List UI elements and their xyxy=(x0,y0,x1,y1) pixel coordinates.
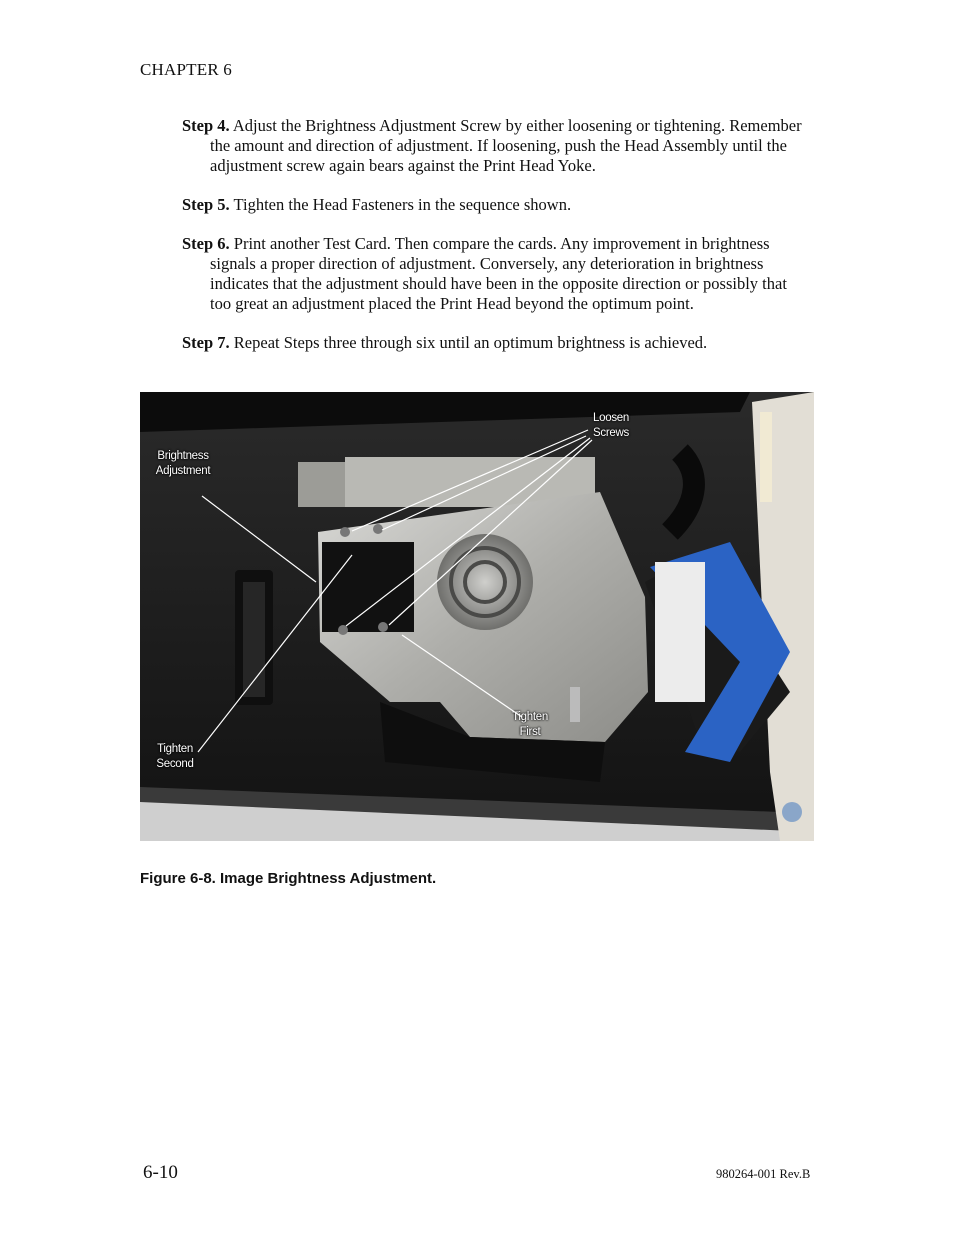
step-label: Step 6. xyxy=(182,234,230,253)
callout-line: Second xyxy=(156,758,194,770)
figure-print-head-photo xyxy=(140,392,814,841)
leader-line xyxy=(202,496,316,582)
leader-line xyxy=(346,438,590,626)
figure-caption: Figure 6-8. Image Brightness Adjustment. xyxy=(140,870,437,887)
step-6 xyxy=(182,234,812,314)
callout-leader-lines xyxy=(140,392,814,841)
step-text: Print another Test Card. Then compare the cards. Any improvement in brightness signals a proper direction of adjustment. Conversely, any deterioration in brightness indicates that the adjustment should have been in the opposite direction or possibly that too great an adjustment placed the Print Head beyond the optimum point. xyxy=(210,234,787,313)
leader-line xyxy=(352,430,588,531)
leader-line xyxy=(382,436,586,530)
step-label: Step 7. xyxy=(182,333,230,352)
callout-line: Tighten xyxy=(512,711,548,723)
step-text: Repeat Steps three through six until an optimum brightness is achieved. xyxy=(233,333,708,352)
callout-line: Loosen xyxy=(593,412,629,424)
leader-line xyxy=(402,635,522,717)
callout-line: Brightness xyxy=(157,450,209,462)
steps-list xyxy=(182,116,812,372)
step-text: Tighten the Head Fasteners in the sequence shown. xyxy=(233,195,572,214)
step-7 xyxy=(182,333,812,353)
page-number: 6-10 xyxy=(143,1162,178,1183)
document-id: 980264-001 Rev.B xyxy=(716,1167,811,1181)
step-label: Step 5. xyxy=(182,195,230,214)
chapter-header: CHAPTER 6 xyxy=(140,60,233,79)
callout-line: First xyxy=(519,726,541,738)
step-text: Adjust the Brightness Adjustment Screw by either loosening or tightening. Remember the amount and direction of adjustment. If loosening, push the Head Assembly until the adjustment screw again bears against the Print Head Yoke. xyxy=(210,116,802,175)
callout-line: Adjustment xyxy=(155,465,211,477)
leader-line xyxy=(389,440,592,625)
step-5 xyxy=(182,195,812,215)
callout-line: Tighten xyxy=(157,743,193,755)
step-4 xyxy=(182,116,812,176)
step-label: Step 4. xyxy=(182,116,230,135)
callout-line: Screws xyxy=(593,427,629,439)
leader-line xyxy=(198,555,352,752)
